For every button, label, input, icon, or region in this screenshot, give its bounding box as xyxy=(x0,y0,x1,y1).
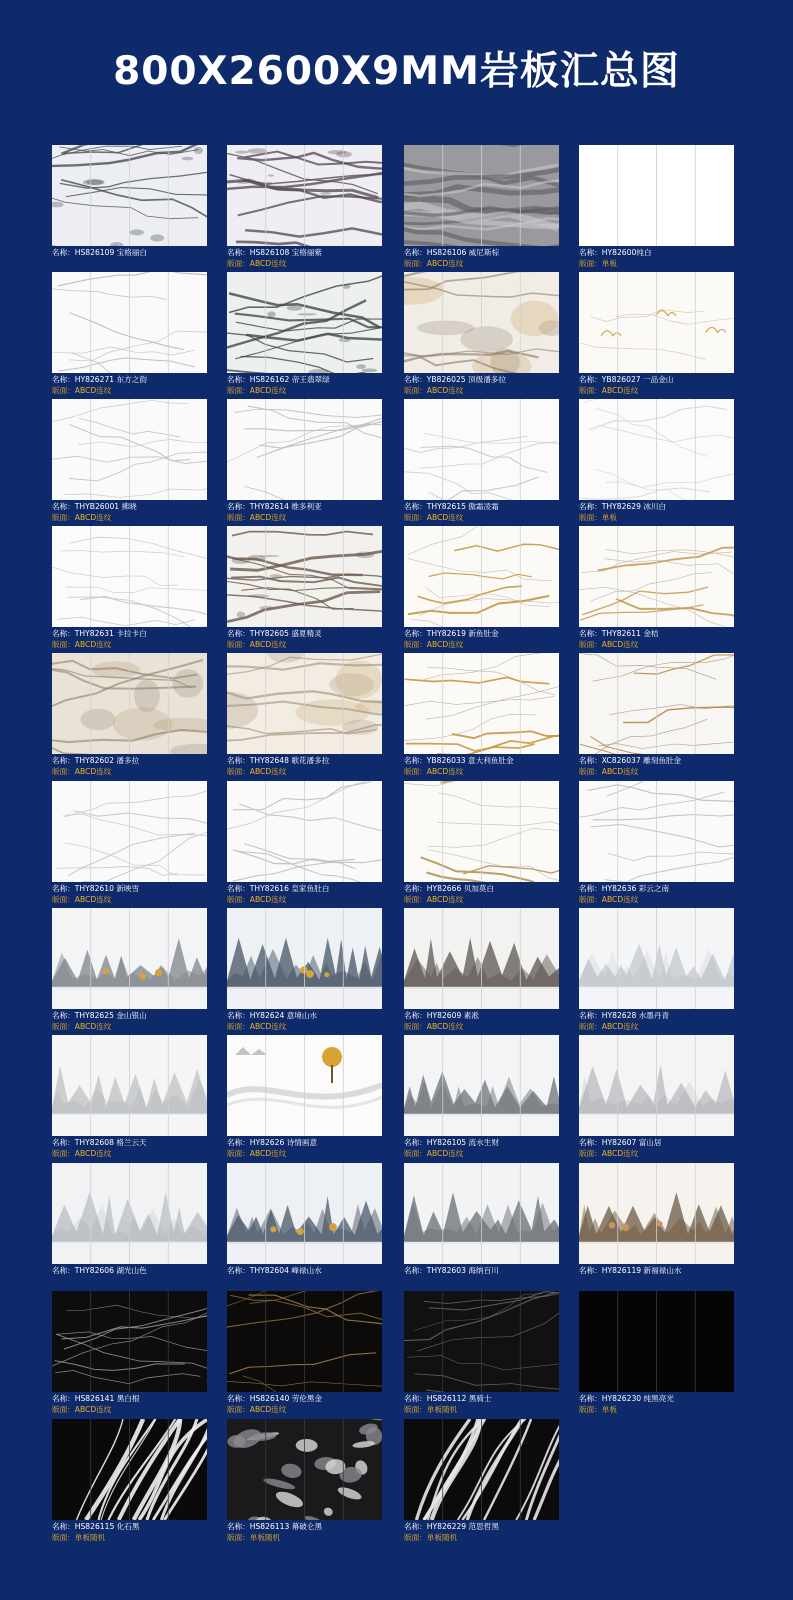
tile-swatch-image[interactable] xyxy=(52,272,207,373)
tile-card[interactable] xyxy=(579,399,734,529)
tile-swatch-image[interactable] xyxy=(404,781,559,882)
tile-name: 名称：HY82636 彩云之南 xyxy=(579,884,670,893)
tile-layout: 版面：ABCD连纹 xyxy=(227,258,287,268)
tile-name: 名称：THY82631 卡拉卡白 xyxy=(52,629,147,638)
tile-swatch-image[interactable] xyxy=(579,781,734,882)
tile-caption xyxy=(404,248,564,269)
tile-layout: 版面：ABCD连纹 xyxy=(52,894,112,904)
tile-name: 名称：THY82606 湖光山色 xyxy=(52,1266,147,1275)
tile-swatch-image[interactable] xyxy=(227,526,382,627)
tile-layout: 版面：单板随机 xyxy=(404,1532,458,1542)
marble-pattern xyxy=(52,272,207,373)
tile-swatch-image[interactable] xyxy=(404,1291,559,1392)
marble-pattern xyxy=(227,526,382,627)
tile-card[interactable] xyxy=(579,145,734,275)
tile-layout: 版面：单板随机 xyxy=(227,1532,281,1542)
tile-caption xyxy=(404,756,564,777)
tile-card[interactable] xyxy=(579,781,734,911)
tile-caption xyxy=(227,756,387,777)
tile-name: 名称：THY82629 冰川白 xyxy=(579,502,667,511)
tile-swatch-image[interactable] xyxy=(579,145,734,246)
tile-card[interactable] xyxy=(579,1163,734,1293)
tile-caption xyxy=(52,884,212,905)
marble-pattern xyxy=(404,1291,559,1392)
tile-layout: 版面：ABCD连纹 xyxy=(227,1148,287,1158)
tile-layout: 版面：ABCD连纹 xyxy=(404,385,464,395)
tile-swatch-image[interactable] xyxy=(404,653,559,754)
marble-pattern xyxy=(227,1035,382,1136)
tile-caption xyxy=(227,502,387,523)
tile-swatch-image[interactable] xyxy=(52,1035,207,1136)
tile-card[interactable] xyxy=(227,653,382,783)
marble-pattern xyxy=(579,653,734,754)
tile-caption xyxy=(52,1522,212,1543)
marble-pattern xyxy=(227,1419,382,1520)
tile-caption xyxy=(227,1266,387,1277)
tile-layout: 版面：ABCD连纹 xyxy=(227,512,287,522)
tile-caption xyxy=(52,1394,212,1415)
tile-layout: 版面：ABCD连纹 xyxy=(52,1404,112,1414)
tile-card[interactable] xyxy=(52,399,207,529)
tile-name: 名称：HY826119 新福禄山水 xyxy=(579,1266,682,1275)
tile-caption xyxy=(579,502,739,523)
tile-caption xyxy=(404,884,564,905)
tile-layout: 版面：ABCD连纹 xyxy=(404,1021,464,1031)
tile-caption xyxy=(579,1394,739,1415)
tile-layout: 版面：ABCD连纹 xyxy=(579,766,639,776)
tile-card[interactable] xyxy=(52,1163,207,1293)
marble-pattern xyxy=(52,1291,207,1392)
marble-pattern xyxy=(404,781,559,882)
tile-caption xyxy=(579,884,739,905)
tile-layout: 版面：ABCD连纹 xyxy=(52,1148,112,1158)
marble-pattern xyxy=(579,1035,734,1136)
marble-pattern xyxy=(52,145,207,246)
marble-pattern xyxy=(404,399,559,500)
marble-pattern xyxy=(227,781,382,882)
tile-name: 名称：THY82603 海纳百川 xyxy=(404,1266,499,1275)
tile-swatch-image[interactable] xyxy=(52,1163,207,1264)
tile-card[interactable] xyxy=(404,1035,559,1165)
tile-swatch-image[interactable] xyxy=(227,781,382,882)
tile-card[interactable] xyxy=(227,272,382,402)
tile-layout: 版面：ABCD连纹 xyxy=(579,894,639,904)
tile-card[interactable] xyxy=(52,272,207,402)
tile-caption xyxy=(404,1266,564,1277)
tile-card[interactable] xyxy=(52,908,207,1038)
tile-name: 名称：HY82600纯白 xyxy=(579,248,652,257)
tile-layout: 版面：ABCD连纹 xyxy=(404,258,464,268)
tile-card[interactable] xyxy=(404,526,559,656)
tile-layout: 版面：单板随机 xyxy=(404,1404,458,1414)
tile-card[interactable] xyxy=(404,781,559,911)
tile-layout: 版面：ABCD连纹 xyxy=(52,766,112,776)
tile-swatch-image[interactable] xyxy=(227,1163,382,1264)
tile-swatch-image[interactable] xyxy=(404,1163,559,1264)
tile-swatch-image[interactable] xyxy=(227,1419,382,1520)
tile-swatch-image[interactable] xyxy=(227,1291,382,1392)
tile-card[interactable] xyxy=(52,1291,207,1421)
tile-layout: 版面：ABCD连纹 xyxy=(52,512,112,522)
tile-swatch-image[interactable] xyxy=(579,272,734,373)
tile-swatch-image[interactable] xyxy=(579,653,734,754)
tile-card[interactable] xyxy=(404,145,559,275)
tile-name: 名称：THY82614 维多利亚 xyxy=(227,502,322,511)
tile-card[interactable] xyxy=(579,1035,734,1165)
tile-swatch-image[interactable] xyxy=(579,526,734,627)
tile-card[interactable] xyxy=(227,908,382,1038)
tile-swatch-image[interactable] xyxy=(579,1291,734,1392)
tile-caption xyxy=(227,1138,387,1159)
marble-pattern xyxy=(404,908,559,1009)
tile-caption xyxy=(579,248,739,269)
tile-swatch-image[interactable] xyxy=(227,399,382,500)
tile-name: 名称：THY82619 新鱼肚金 xyxy=(404,629,499,638)
tile-name: 名称：THY82615 傲霜凌霜 xyxy=(404,502,499,511)
tile-name: 名称：HY82628 水墨丹青 xyxy=(579,1011,670,1020)
tile-name: 名称：HS826112 黑骑士 xyxy=(404,1394,492,1403)
tile-caption xyxy=(227,248,387,269)
marble-pattern xyxy=(227,145,382,246)
marble-pattern xyxy=(579,526,734,627)
tile-card[interactable] xyxy=(227,1035,382,1165)
tile-card[interactable] xyxy=(227,399,382,529)
tile-layout: 版面：ABCD连纹 xyxy=(404,512,464,522)
tile-layout: 版面：ABCD连纹 xyxy=(404,639,464,649)
marble-pattern xyxy=(404,1419,559,1520)
tile-card[interactable] xyxy=(52,1419,207,1549)
tile-swatch-image[interactable] xyxy=(52,653,207,754)
marble-pattern xyxy=(52,526,207,627)
tile-name: 名称：THY82604 峰禄山水 xyxy=(227,1266,322,1275)
tile-layout: 版面：ABCD连纹 xyxy=(52,1021,112,1031)
tile-caption xyxy=(227,1011,387,1032)
tile-layout: 版面：单板随机 xyxy=(52,1532,106,1542)
tile-caption xyxy=(52,1266,212,1277)
marble-pattern xyxy=(227,908,382,1009)
tile-name: 名称：THY82605 盛夏精灵 xyxy=(227,629,322,638)
tile-layout: 版面：ABCD连纹 xyxy=(579,1021,639,1031)
tile-swatch-image[interactable] xyxy=(227,908,382,1009)
marble-pattern xyxy=(579,1163,734,1264)
tile-card[interactable] xyxy=(404,653,559,783)
tile-card[interactable] xyxy=(579,272,734,402)
tile-name: 名称：HY826105 流水生财 xyxy=(404,1138,499,1147)
tile-name: 名称：HY826229 范思哲黑 xyxy=(404,1522,499,1531)
tile-card[interactable] xyxy=(579,1291,734,1421)
tile-swatch-image[interactable] xyxy=(52,908,207,1009)
tile-layout: 版面：ABCD连纹 xyxy=(404,894,464,904)
tile-swatch-image[interactable] xyxy=(579,1163,734,1264)
tile-swatch-image[interactable] xyxy=(227,272,382,373)
tile-caption xyxy=(52,248,212,259)
tile-layout: 版面：ABCD连纹 xyxy=(404,1148,464,1158)
tile-caption xyxy=(227,1522,387,1543)
tile-layout: 版面：ABCD连纹 xyxy=(227,894,287,904)
tile-layout: 版面：ABCD连纹 xyxy=(579,385,639,395)
tile-caption xyxy=(52,629,212,650)
tile-swatch-image[interactable] xyxy=(404,272,559,373)
marble-pattern xyxy=(52,908,207,1009)
tile-name: 名称：THYB26001 拂晓 xyxy=(52,502,137,511)
marble-pattern xyxy=(579,399,734,500)
marble-pattern xyxy=(579,781,734,882)
tile-catalog-grid xyxy=(52,145,747,1585)
tile-caption xyxy=(227,375,387,396)
tile-card[interactable] xyxy=(404,1163,559,1293)
tile-swatch-image[interactable] xyxy=(579,399,734,500)
tile-name: 名称：HY826271 东方之韵 xyxy=(52,375,147,384)
tile-caption xyxy=(404,1522,564,1543)
tile-card[interactable] xyxy=(52,145,207,275)
tile-swatch-image[interactable] xyxy=(52,1291,207,1392)
tile-name: 名称：HY82626 诗情画意 xyxy=(227,1138,318,1147)
tile-card[interactable] xyxy=(52,653,207,783)
tile-name: 名称：HS826109 宝格丽白 xyxy=(52,248,148,257)
tile-card[interactable] xyxy=(52,781,207,911)
tile-card[interactable] xyxy=(227,1419,382,1549)
tile-card[interactable] xyxy=(404,399,559,529)
tile-caption xyxy=(579,756,739,777)
tile-name: 名称：THY82608 格兰云天 xyxy=(52,1138,147,1147)
tile-caption xyxy=(227,884,387,905)
tile-card[interactable] xyxy=(52,526,207,656)
tile-caption xyxy=(579,375,739,396)
tile-caption xyxy=(404,629,564,650)
tile-swatch-image[interactable] xyxy=(52,1419,207,1520)
tile-swatch-image[interactable] xyxy=(404,145,559,246)
marble-pattern xyxy=(227,1291,382,1392)
tile-caption xyxy=(404,1138,564,1159)
marble-pattern xyxy=(579,145,734,246)
page-title: 800X2600X9MM岩板汇总图 xyxy=(113,49,680,94)
tile-caption xyxy=(404,1394,564,1415)
marble-pattern xyxy=(579,908,734,1009)
marble-pattern xyxy=(579,1291,734,1392)
tile-card[interactable] xyxy=(404,272,559,402)
tile-card[interactable] xyxy=(404,1291,559,1421)
tile-swatch-image[interactable] xyxy=(404,1035,559,1136)
tile-name: 名称：HS826162 帝王翡翠绿 xyxy=(227,375,330,384)
tile-name: 名称：THY82625 金山银山 xyxy=(52,1011,147,1020)
marble-pattern xyxy=(579,272,734,373)
tile-name: 名称：HY82609 素凇 xyxy=(404,1011,479,1020)
tile-name: 名称：HS826115 化石黑 xyxy=(52,1522,140,1531)
tile-name: 名称：THY82611 金桔 xyxy=(579,629,659,638)
tile-card[interactable] xyxy=(579,908,734,1038)
tile-swatch-image[interactable] xyxy=(404,399,559,500)
tile-caption xyxy=(52,502,212,523)
tile-caption xyxy=(579,1011,739,1032)
tile-swatch-image[interactable] xyxy=(404,526,559,627)
tile-swatch-image[interactable] xyxy=(227,145,382,246)
tile-swatch-image[interactable] xyxy=(52,399,207,500)
tile-card[interactable] xyxy=(227,526,382,656)
tile-name: 名称：HS826113 幕破仑黑 xyxy=(227,1522,323,1531)
tile-name: 名称：HS826140 劳伦黑金 xyxy=(227,1394,323,1403)
tile-name: 名称：YB826025 顶级潘多拉 xyxy=(404,375,506,384)
tile-name: 名称：HY82666 贝加莫白 xyxy=(404,884,495,893)
tile-caption xyxy=(52,1138,212,1159)
marble-pattern xyxy=(52,1163,207,1264)
tile-name: 名称：YB826033 意大利鱼肚金 xyxy=(404,756,514,765)
tile-caption xyxy=(404,1011,564,1032)
tile-caption xyxy=(52,756,212,777)
marble-pattern xyxy=(227,272,382,373)
tile-swatch-image[interactable] xyxy=(579,908,734,1009)
tile-swatch-image[interactable] xyxy=(404,908,559,1009)
tile-swatch-image[interactable] xyxy=(227,653,382,754)
marble-pattern xyxy=(227,399,382,500)
tile-caption xyxy=(227,629,387,650)
tile-name: 名称：HY826230 纯黑亮光 xyxy=(579,1394,674,1403)
tile-card[interactable] xyxy=(579,526,734,656)
tile-caption xyxy=(579,1266,739,1277)
tile-layout: 版面：ABCD连纹 xyxy=(227,385,287,395)
marble-pattern xyxy=(52,1419,207,1520)
tile-name: 名称：HY82624 意境山水 xyxy=(227,1011,318,1020)
tile-name: 名称：XC826037 雕刻鱼肚金 xyxy=(579,756,682,765)
tile-card[interactable] xyxy=(227,781,382,911)
marble-pattern xyxy=(52,653,207,754)
tile-swatch-image[interactable] xyxy=(227,1035,382,1136)
marble-pattern xyxy=(227,653,382,754)
tile-name: 名称：HS826108 宝格丽紫 xyxy=(227,248,323,257)
tile-caption xyxy=(579,1138,739,1159)
tile-layout: 版面：ABCD连纹 xyxy=(227,1021,287,1031)
tile-caption xyxy=(52,1011,212,1032)
tile-caption xyxy=(52,375,212,396)
tile-caption xyxy=(579,629,739,650)
tile-name: 名称：HY82607 富山居 xyxy=(579,1138,662,1147)
tile-name: 名称：HS826141 黑白根 xyxy=(52,1394,140,1403)
marble-pattern xyxy=(52,399,207,500)
marble-pattern xyxy=(404,145,559,246)
tile-name: 名称：THY82648 歌花潘多拉 xyxy=(227,756,330,765)
tile-layout: 版面：ABCD连纹 xyxy=(579,1148,639,1158)
tile-card[interactable] xyxy=(227,1163,382,1293)
tile-swatch-image[interactable] xyxy=(52,526,207,627)
tile-layout: 版面：单板 xyxy=(579,258,617,268)
tile-card[interactable] xyxy=(227,145,382,275)
tile-layout: 版面：单板 xyxy=(579,512,617,522)
tile-layout: 版面：ABCD连纹 xyxy=(404,766,464,776)
tile-caption xyxy=(404,375,564,396)
tile-layout: 版面：ABCD连纹 xyxy=(52,639,112,649)
marble-pattern xyxy=(404,526,559,627)
marble-pattern xyxy=(227,1163,382,1264)
tile-card[interactable] xyxy=(227,1291,382,1421)
tile-layout: 版面：ABCD连纹 xyxy=(227,639,287,649)
tile-swatch-image[interactable] xyxy=(52,781,207,882)
tile-swatch-image[interactable] xyxy=(404,1419,559,1520)
tile-name: 名称：YB826027 一品金山 xyxy=(579,375,674,384)
tile-swatch-image[interactable] xyxy=(52,145,207,246)
tile-caption xyxy=(404,502,564,523)
tile-layout: 版面：ABCD连纹 xyxy=(227,766,287,776)
tile-card[interactable] xyxy=(404,1419,559,1549)
tile-name: 名称：HS826106 威尼斯棕 xyxy=(404,248,500,257)
marble-pattern xyxy=(404,1035,559,1136)
tile-layout: 版面：ABCD连纹 xyxy=(579,639,639,649)
tile-swatch-image[interactable] xyxy=(579,1035,734,1136)
tile-card[interactable] xyxy=(579,653,734,783)
marble-pattern xyxy=(404,272,559,373)
marble-pattern xyxy=(404,653,559,754)
tile-layout: 版面：ABCD连纹 xyxy=(227,1404,287,1414)
marble-pattern xyxy=(52,781,207,882)
marble-pattern xyxy=(404,1163,559,1264)
tile-layout: 版面：ABCD连纹 xyxy=(52,385,112,395)
tile-name: 名称：THY82602 潘多拉 xyxy=(52,756,140,765)
tile-layout: 版面：单板 xyxy=(579,1404,617,1414)
marble-pattern xyxy=(52,1035,207,1136)
tile-card[interactable] xyxy=(404,908,559,1038)
tile-caption xyxy=(227,1394,387,1415)
tile-card[interactable] xyxy=(52,1035,207,1165)
tile-name: 名称：THY82610 新映雪 xyxy=(52,884,140,893)
tile-name: 名称：THY82616 皇家鱼肚白 xyxy=(227,884,330,893)
